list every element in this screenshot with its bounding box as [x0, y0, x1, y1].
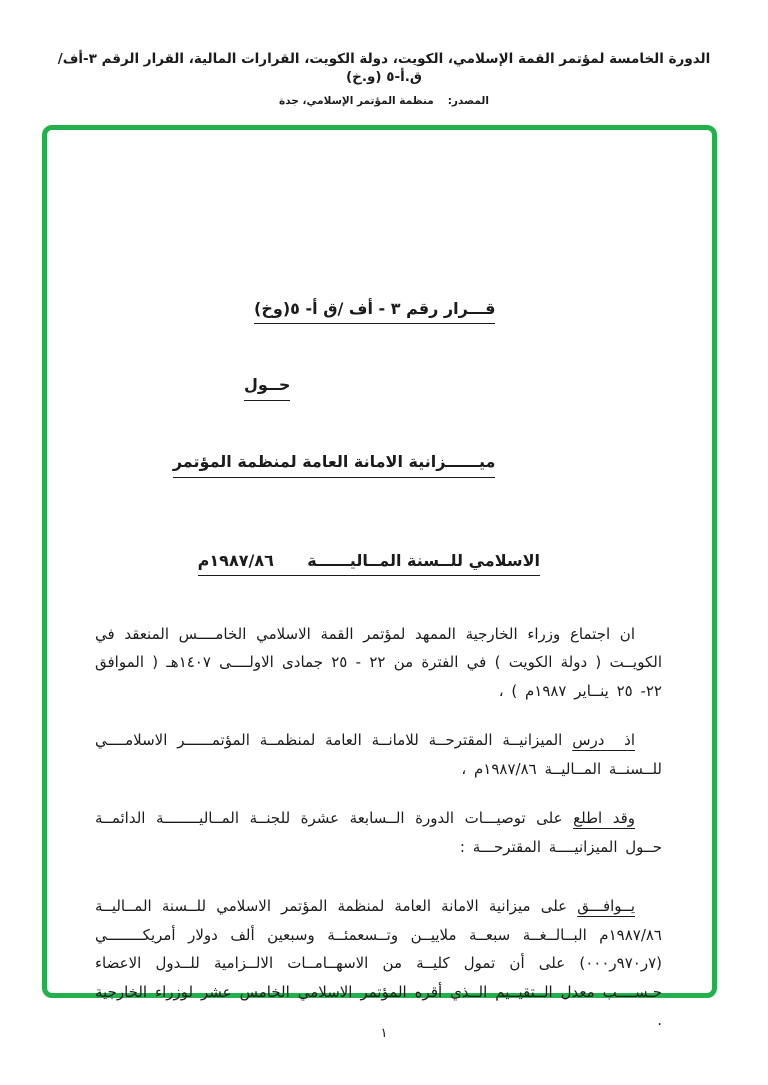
paragraph-lead-underlined: اذ درس: [572, 731, 635, 750]
source-value: منظمة المؤتمر الإسلامي، جدة: [279, 95, 434, 108]
decision-about-line: [168, 353, 540, 423]
decision-about-text: حــول: [244, 374, 290, 401]
decision-subject-text-2: الاسلامي للــسنة المــاليــــــة ١٩٨٧/٨٦م: [198, 550, 540, 577]
decision-number-line: [168, 276, 540, 346]
paragraph-preamble: [95, 620, 662, 706]
paragraph-lead-underlined: وقد اطلع: [573, 809, 635, 828]
paragraph-text: ان اجتماع وزراء الخارجية الممهد لمؤتمر القمة الاسلامي الخامــــس المنعقد في الكويــت ( دولة الكويت ) في الفترة من ٢٢ - ٢٥ جمادى الاولــــى ١٤٠٧هـ ( الموافق ٢٢- ٢٥ ينــاير ١٩٨٧م ) ،: [95, 624, 662, 700]
paragraph-having-studied: [95, 726, 662, 783]
paragraph-approves: [95, 892, 662, 1035]
paragraph-text: على توصيـــات الدورة الــسابعة عشرة للجنــة المــاليــــــــة الدائمــة حــول الميزانيــــة المقترحـــة :: [95, 809, 662, 856]
decision-number-text: قـــرار رقم ٣ - أف /ق أ- ٥(وخ): [254, 298, 495, 325]
paragraph-text: على ميزانية الامانة العامة لمنظمة المؤتمر الاسلامي للــسنة المــاليــة ١٩٨٧/٨٦م البــالــغــة سبعــة ملاييــن وتــسعمئــة وسبعين ألف دولار أمريكــــــــي (٧ر٩٧٠ر٠٠٠) على أن تمول كليــة من الاسهــامــات الالــزامية للــدول الاعضاء حـســــب معدل الــتقيــيم الــذي أقره المؤتمر الاسلامي الخامس عشر لوزراء الخارجية .: [95, 897, 662, 1030]
page-number: ١: [380, 1026, 388, 1041]
paragraph-text: الميزانيــة المقترحــة للامانــة العامة لمنظمــة المؤتمــــــر الاسلامــــي للــسنــة المــاليــة ١٩٨٧/٨٦م ،: [95, 731, 662, 778]
header-title: الدورة الخامسة لمؤتمر القمة الإسلامي، الكويت، دولة الكويت، القرارات المالية، القرار الرقم ٣-أف/ ق.أ-٥ (و.خ): [57, 51, 711, 86]
scanned-document-frame: [42, 125, 717, 1030]
decision-title-block: [168, 276, 540, 598]
header-source-line: [0, 95, 768, 107]
source-label: المصدر:: [447, 95, 489, 108]
paragraph-having-reviewed: [95, 804, 662, 861]
document-header: [0, 50, 768, 107]
paragraph-lead-underlined: يــوافـــق: [577, 897, 635, 916]
decision-subject-line-1: [168, 430, 540, 500]
decision-subject-text-1: ميــــــزانية الامانة العامة لمنظمة المؤتمر: [173, 451, 496, 478]
decision-body: [95, 620, 662, 1035]
decision-subject-line-2: [168, 506, 540, 597]
